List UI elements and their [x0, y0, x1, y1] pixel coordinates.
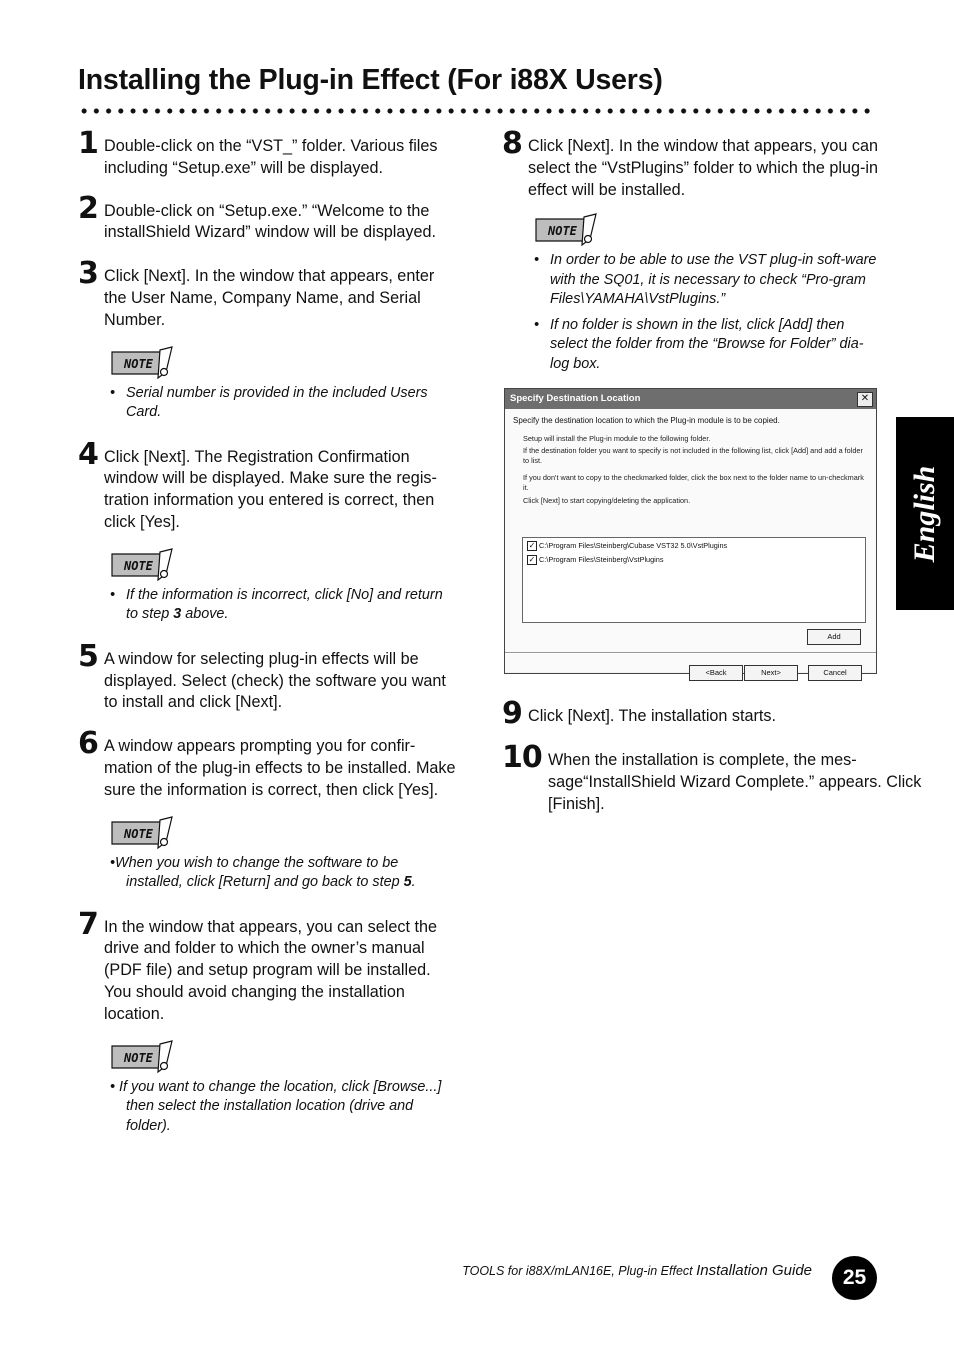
step-reference: 3 [173, 606, 182, 623]
note-icon [110, 816, 176, 850]
left-column [78, 126, 458, 1136]
note-step-7 [78, 1040, 458, 1137]
step-text: A window for selecting plug-in effects will be displayed. Select (check) the software you want to install and click [Next]. [104, 649, 446, 712]
note-icon [110, 346, 176, 380]
step-number: 6 [78, 726, 98, 762]
step-7 [78, 906, 458, 1026]
step-number: 10 [502, 740, 542, 775]
step-10 [502, 740, 924, 815]
language-tab [896, 417, 954, 610]
folder-list-item[interactable] [523, 539, 865, 552]
step-text: Double-click on “Setup.exe.” “Welcome to the installShield Wizard” window will be displayed. [104, 201, 436, 242]
step-4 [78, 436, 458, 534]
step-number: 2 [78, 190, 98, 226]
step-text: Click [Next]. The installation starts. [528, 707, 776, 725]
checkbox-checked[interactable]: ✓ [528, 555, 536, 564]
note-text: above. [181, 606, 229, 623]
step-8 [502, 126, 882, 201]
note-item [534, 316, 882, 375]
step-text: Click [Next]. In the window that appears, you can select the “VstPlugins” folder to which the plug-in effect will be installed. [528, 137, 879, 199]
dialog-text: If you don't want to copy to the checkmarked folder, click the box next to the folder name to un-checkmark it. [523, 473, 864, 492]
checkbox-checked[interactable]: ✓ [528, 541, 536, 550]
footer-title: TOOLS for i88X/mLAN16E, Plug-in Effect [462, 1264, 697, 1278]
cancel-button[interactable]: Cancel [808, 665, 862, 681]
note-step-8 [502, 213, 882, 374]
step-2 [78, 190, 458, 245]
step-text: Click [Next]. In the window that appears, enter the User Name, Company Name, and Serial Number. [104, 267, 435, 329]
step-1 [78, 126, 458, 180]
bullet: • [110, 1078, 120, 1095]
footer-guide: Installation Guide [696, 1262, 812, 1279]
next-button[interactable]: Next> [744, 665, 798, 681]
note-text: When you wish to change the software to be installed, click [Return] and go back to step [115, 854, 404, 891]
step-text: When the installation is complete, the mes-sage“InstallShield Wizard Complete.” appears. Click [Finish]. [548, 751, 922, 813]
note-item [534, 251, 882, 310]
step-text: Double-click on the “VST_” folder. Various files including “Setup.exe” will be displayed. [104, 137, 438, 177]
note-icon [110, 548, 176, 582]
dialog-text: If the destination folder you want to specify is not included in the following list, click [Add] and add a folder to list. [523, 446, 863, 465]
step-number: 1 [78, 126, 98, 161]
step-reference: 5 [403, 874, 412, 891]
bullet: • [110, 854, 116, 871]
dotted-divider [78, 106, 874, 116]
step-number: 4 [78, 436, 98, 472]
note-text: . [411, 874, 416, 891]
dialog-text: Click [Next] to start copying/deleting the application. [523, 496, 691, 505]
close-icon[interactable]: ✕ [857, 392, 873, 407]
note-step-6 [78, 816, 458, 893]
step-text: In the window that appears, you can select the drive and folder to which the owner’s manual (PDF file) and setup program will be installed. You should avoid changing the installation location. [104, 917, 437, 1023]
folder-path: C:\Program Files\Steinberg\VstPlugins [539, 555, 664, 564]
back-button[interactable]: <Back [689, 665, 743, 681]
folder-path: C:\Program Files\Steinberg\Cubase VST32 5.0\VstPlugins [539, 541, 728, 550]
note-step-3 [78, 346, 458, 423]
specify-destination-dialog [504, 388, 877, 677]
step-text: A window appears prompting you for confir-mation of the plug-in effects to be installed. Make sure the information is correct, then click [Yes]. [104, 737, 456, 799]
dialog-text: Setup will install the Plug-in module to the following folder. [523, 434, 711, 443]
note-item [110, 384, 458, 423]
step-9 [502, 696, 908, 731]
page-number: 25 [832, 1256, 877, 1300]
bullet: • [534, 316, 540, 333]
step-5 [78, 638, 458, 714]
note-item [110, 1078, 458, 1137]
note-label: NOTE [548, 224, 577, 239]
note-label: NOTE [124, 356, 153, 371]
bullet: • [110, 586, 116, 603]
note-icon [534, 213, 600, 247]
note-item [110, 586, 458, 625]
folder-list[interactable] [522, 537, 866, 623]
divider [505, 653, 876, 654]
step-number: 3 [78, 256, 98, 292]
note-label: NOTE [124, 558, 153, 573]
note-item [110, 854, 458, 893]
note-text: Serial number is provided in the included Users Card. [126, 384, 428, 421]
note-text: If no folder is shown in the list, click [Add] then select the folder from the “Browse for Folder” dia-log box. [550, 316, 864, 372]
note-text: In order to be able to use the VST plug-in soft-ware with the SQ01, it is necessary to check “Pro-gram Files\YAMAHA\VstPlugins.” [550, 252, 877, 308]
note-icon [110, 1040, 176, 1074]
bullet: • [110, 384, 116, 401]
language-tab-label: English [908, 465, 941, 562]
add-button[interactable]: Add [807, 629, 861, 645]
note-text: If the information is incorrect, click [No] and return to step [126, 586, 443, 623]
dialog-titlebar [505, 389, 876, 409]
folder-list-item[interactable] [523, 553, 865, 566]
page-title: Installing the Plug-in Effect (For i88X Users) [78, 64, 663, 96]
step-number: 8 [502, 126, 522, 161]
step-number: 7 [78, 906, 98, 942]
note-label: NOTE [124, 826, 153, 841]
note-text: If you want to change the location, click [Browse...] then select the installation location (drive and folder). [119, 1078, 442, 1134]
note-label: NOTE [124, 1050, 153, 1065]
dialog-body [505, 409, 876, 677]
dialog-intro: Specify the destination location to which the Plug-in module is to be copied. [513, 416, 780, 425]
bullet: • [534, 252, 540, 269]
footer [462, 1262, 812, 1279]
step-text: Click [Next]. The Registration Confirmation window will be displayed. Make sure the regis-tration information you entered is correct, then click [Yes]. [104, 447, 437, 531]
step-6 [78, 726, 458, 801]
note-step-4 [78, 548, 458, 625]
step-number: 9 [502, 696, 522, 731]
step-number: 5 [78, 638, 98, 674]
step-3 [78, 256, 458, 331]
right-column [502, 126, 882, 374]
dialog-title: Specify Destination Location [510, 393, 641, 404]
